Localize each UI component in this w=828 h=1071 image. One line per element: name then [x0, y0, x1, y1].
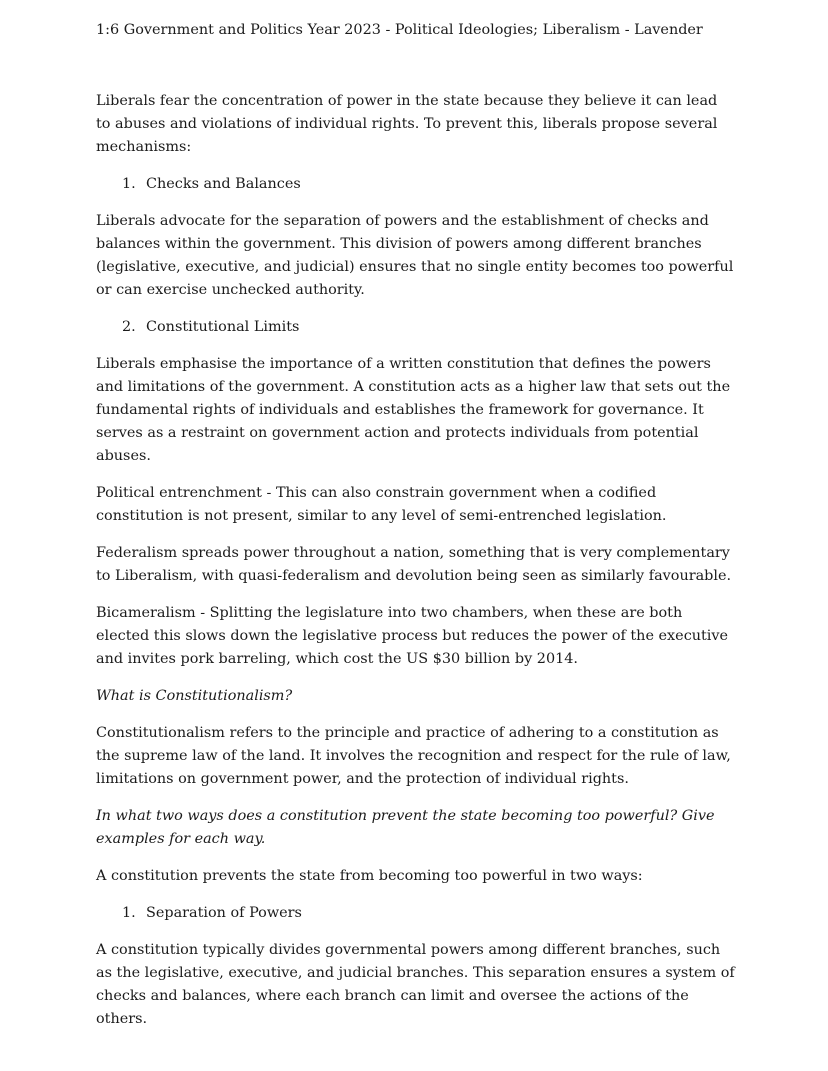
- list-item-checks-and-balances: [122, 173, 736, 196]
- paragraph-separation-of-powers: A constitution typically divides governmental powers among different branches, such as the legislative, executive, and judicial branches. This separation ensures a system of checks and balances, where each branch can limit and oversee the actions of the others.: [96, 942, 735, 1027]
- list-number: 1.: [122, 905, 136, 921]
- list-item-text: Constitutional Limits: [146, 319, 300, 335]
- list-number: 2.: [122, 319, 136, 335]
- list-item-text: Checks and Balances: [146, 176, 301, 192]
- paragraph-intro: Liberals fear the concentration of power in the state because they believe it can lead to abuses and violations of individual rights. To prevent this, liberals propose several mechanisms:: [96, 93, 718, 155]
- question-two-ways: In what two ways does a constitution prevent the state becoming too powerful? Give examples for each way.: [96, 808, 715, 847]
- paragraph-political-entrenchment: Political entrenchment - This can also constrain government when a codified constitution is not present, similar to any level of semi-entrenched legislation.: [96, 485, 667, 524]
- document-body: [96, 90, 736, 1045]
- question-constitutionalism: What is Constitutionalism?: [96, 688, 293, 704]
- list-number: 1.: [122, 176, 136, 192]
- paragraph-federalism: Federalism spreads power throughout a nation, something that is very complementary to Liberalism, with quasi-federalism and devolution being seen as similarly favourable.: [96, 545, 732, 584]
- paragraph-bicameralism: Bicameralism - Splitting the legislature into two chambers, when these are both elected this slows down the legislative process but reduces the power of the executive and invites pork barreling, which cost the US $30 billion by 2014.: [96, 605, 729, 667]
- paragraph-two-ways: A constitution prevents the state from becoming too powerful in two ways:: [96, 868, 643, 884]
- paragraph-checks-and-balances: Liberals advocate for the separation of powers and the establishment of checks and balances within the government. This division of powers among different branches (legislative, executive, and judicial) ensures that no single entity becomes too powerful or can exercise unchecked authority.: [96, 213, 734, 298]
- paragraph-constitutional-limits: Liberals emphasise the importance of a written constitution that defines the powers and limitations of the government. A constitution acts as a higher law that sets out the fundamental rights of individuals and establishes the framework for governance. It serves as a restraint on government action and protects individuals from potential abuses.: [96, 356, 731, 464]
- list-item-constitutional-limits: [122, 316, 736, 339]
- list-item-separation-of-powers: [122, 902, 736, 925]
- document-header: 1:6 Government and Politics Year 2023 - Political Ideologies; Liberalism - Lavender: [96, 22, 703, 38]
- paragraph-constitutionalism: Constitutionalism refers to the principle and practice of adhering to a constitution as the supreme law of the land. It involves the recognition and respect for the rule of law, limitations on government power, and the protection of individual rights.: [96, 725, 731, 787]
- list-item-text: Separation of Powers: [146, 905, 302, 921]
